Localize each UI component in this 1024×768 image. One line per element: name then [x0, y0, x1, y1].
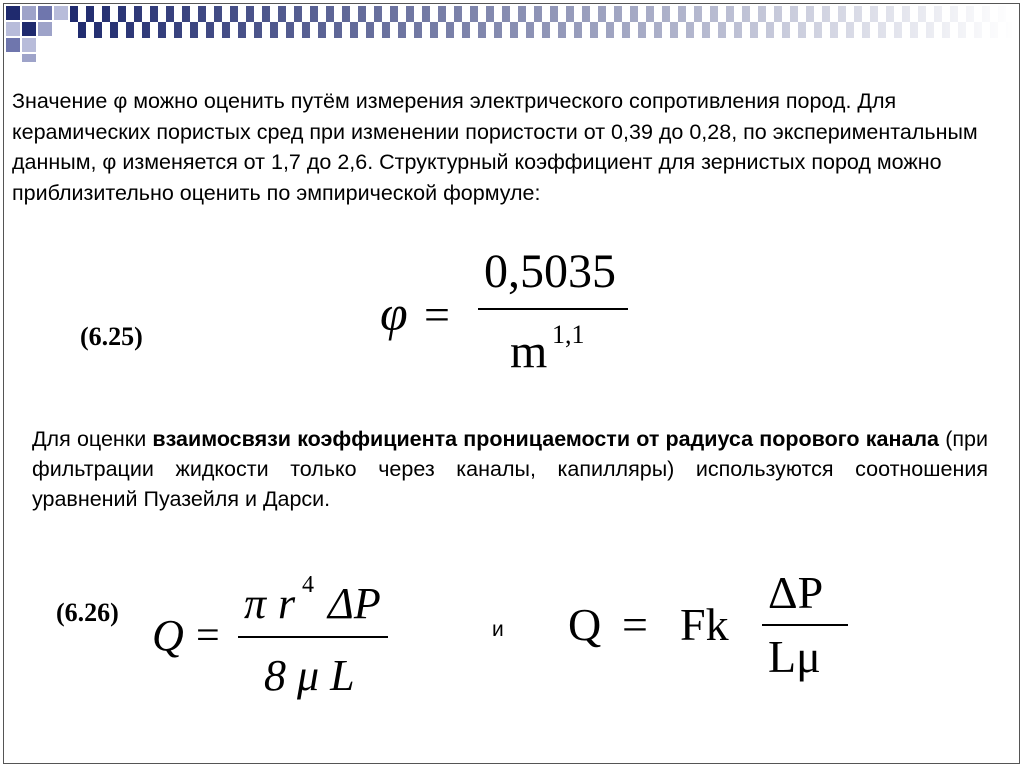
corner-square — [54, 6, 68, 20]
formula3-equals: = — [622, 599, 648, 650]
formula1-equals: = — [424, 289, 450, 340]
formula1-lhs: φ — [380, 285, 408, 341]
formula1-denominator-base: m — [510, 325, 548, 378]
equation-number-6-26: (6.26) — [56, 598, 119, 627]
formula2-num-pi: π — [244, 579, 267, 628]
header-decoration — [0, 0, 1024, 64]
formula2-num-r: r — [278, 579, 296, 628]
intro-paragraph: Значение φ можно оценить путём измерения электрического сопротивления пород. Для керамических пористых сред при изменении пористости от 0,39 до 0,28, по экспериментальным данным, φ изменяется от 1,7 до 2,6. Структурный коэффициент для зернистых пород можно приблизительно оценить по эмпирической формуле: — [12, 89, 978, 205]
corner-square — [22, 22, 36, 36]
corner-square — [38, 6, 52, 20]
poiseuille-darcy-paragraph — [32, 424, 988, 514]
formula3-denominator: Lμ — [768, 631, 821, 682]
corner-square — [22, 6, 36, 20]
formula3-numerator: ΔP — [768, 567, 824, 618]
formula2-equals: = — [196, 613, 220, 659]
formula2-lhs: Q — [152, 611, 184, 660]
corner-square — [22, 38, 36, 52]
corner-square — [54, 22, 68, 36]
formula3-factor: Fk — [680, 599, 729, 650]
corner-square — [6, 22, 20, 36]
formula1-exponent: 1,1 — [552, 320, 585, 349]
formula3-lhs: Q — [568, 599, 602, 650]
formula2-fraction-bar — [238, 636, 388, 638]
formula2-denominator: 8 μ L — [264, 651, 355, 700]
checker-fade — [70, 6, 1014, 38]
corner-square — [38, 22, 52, 36]
formula1-fraction-bar — [478, 308, 628, 310]
paragraph2-start: Для оценки — [32, 427, 153, 451]
paragraph2-bold: взаимосвязи коэффициента проницаемости от радиуса порового канала — [152, 427, 940, 451]
formula2-num-exponent: 4 — [302, 572, 314, 598]
corner-square — [38, 38, 52, 52]
equation-number-6-25: (6.25) — [80, 322, 143, 351]
corner-square — [6, 6, 20, 20]
corner-square — [22, 54, 36, 62]
corner-square — [6, 38, 20, 52]
formula1-numerator: 0,5035 — [484, 245, 616, 298]
formula2-num-dp: ΔP — [328, 579, 381, 628]
paragraph2-end: (при фильтрации жидкости только через каналы, капилляры) используются соотношения уравнений Пуазейля и Дарси. — [32, 427, 988, 511]
conjunction-and: и — [492, 618, 504, 641]
formula3-fraction-bar — [762, 624, 848, 626]
